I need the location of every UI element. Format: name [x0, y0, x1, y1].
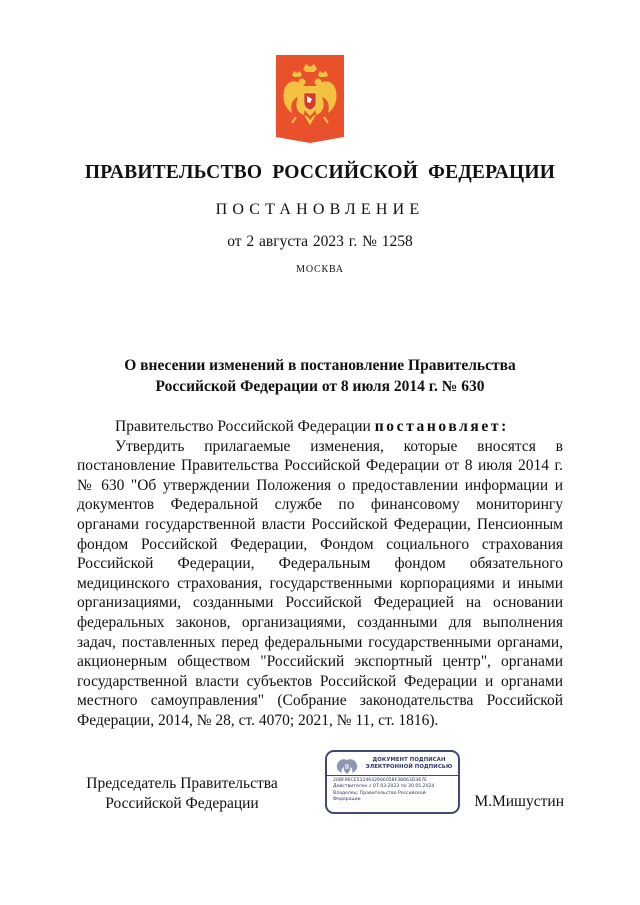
- stamp-certificate: 20BF96CE5324642666058F38663D367E: [333, 778, 428, 783]
- decree-heading: ПОСТАНОВЛЕНИЕ: [215, 201, 425, 218]
- stamp-owner-line-1: Владелец: Правительство Российской: [333, 790, 426, 796]
- decree-date-number: от 2 августа 2023 г. № 1258: [227, 233, 413, 250]
- signatory-position: [77, 774, 287, 813]
- body-intro: [77, 417, 563, 437]
- body-paragraph: Утвердить прилагаемые изменения, которые вносятся в постановление Правительства Российской Федерации от 8 июля 2014 г. № 630 "Об утверждении Положения о предоставлении информации и документов Федеральной службе по финансовому мониторингу органами государственной власти Российской Федерации, Пенсионным фондом Российской Федерации, Фондом социального страхования Российской Федерации, Федеральным фондом обязательного медицинского страхования, государственными корпорациями и иными организациями, созданными Российской Федерацией на основании федеральных законов, организациями, созданными для выполнения задач, поставленных перед федеральными государственными органами, акционерным обществом "Российский экспортный центр", органами государственной власти субъектов Российской Федерации и органами местного самоуправления" (Собрание законодательства Российской Федерации, 2014, № 28, ст. 4070; 2021, № 11, ст. 1816).: [77, 437, 563, 729]
- intro-text: Правительство Российской Федерации: [115, 418, 371, 435]
- stamp-divider: [327, 775, 458, 776]
- subject-line-1: О внесении изменений в постановление Правительства: [124, 357, 516, 374]
- government-title: ПРАВИТЕЛЬСТВО РОССИЙСКОЙ ФЕДЕРАЦИИ: [84, 162, 556, 183]
- stamp-header-line-1: ДОКУМЕНТ ПОДПИСАН: [372, 757, 446, 763]
- stamp-details: [333, 778, 457, 803]
- signatory-name: М.Мишустин: [474, 793, 564, 810]
- russian-coat-of-arms-icon: [335, 758, 359, 776]
- stamp-validity: Действителен с 07.03.2023 по 30.05.2024: [333, 784, 435, 790]
- subject-line-2: Российской Федерации от 8 июля 2014 г. № 630: [155, 378, 485, 395]
- intro-action: постановляет:: [374, 418, 509, 435]
- decree-body: [77, 417, 563, 731]
- decree-city: МОСКВА: [296, 264, 344, 275]
- position-line-1: Председатель Правительства: [86, 775, 278, 792]
- stamp-header: [361, 757, 457, 771]
- electronic-signature-stamp: [325, 750, 460, 814]
- stamp-owner-line-2: Федерации: [333, 796, 361, 802]
- russian-coat-of-arms-icon: [276, 55, 344, 143]
- stamp-header-line-2: ЭЛЕКТРОННОЙ ПОДПИСЬЮ: [365, 764, 453, 770]
- position-line-2: Российской Федерации: [105, 794, 259, 812]
- decree-subject: [0, 355, 640, 397]
